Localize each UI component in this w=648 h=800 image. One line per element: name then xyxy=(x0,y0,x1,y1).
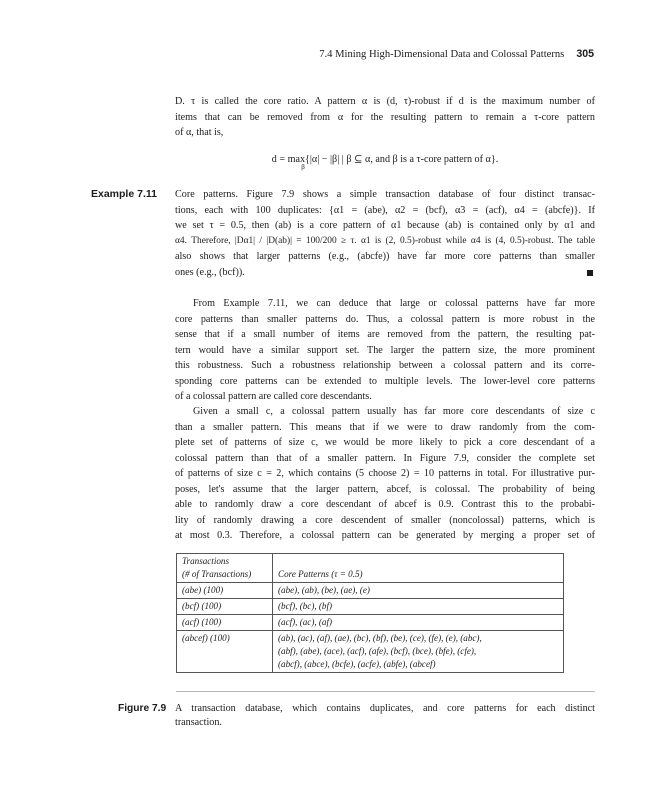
text-line: of patterns of size c = 2, which contains (5 choose 2) = 10 patterns in total. For illustrative pur- xyxy=(175,468,595,479)
text-line: plete set of patterns of size c, we would be more likely to pick a core descendant of a xyxy=(175,437,595,448)
core-patterns-cell: (abe), (ab), (be), (ae), (e) xyxy=(273,583,564,599)
header-cell xyxy=(177,554,273,583)
text-line: of α, that is, xyxy=(175,127,224,138)
transaction-cell: (abcef) (100) xyxy=(177,631,273,673)
page-number: 305 xyxy=(576,48,594,60)
text-line: of a colossal pattern are called core descendants. xyxy=(175,391,372,402)
text-line: D. τ is called the core ratio. A pattern α is (d, τ)-robust if d is the maximum number of xyxy=(175,96,595,107)
equation-text: d = max{|α| − |β| | β ⊆ α, and β is a τ-core pattern of α}. xyxy=(271,154,499,165)
figure-divider xyxy=(176,691,595,692)
text-line: sense that if a small number of items are removed from the pattern, the resulting pat- xyxy=(175,329,595,340)
header-cell xyxy=(273,554,564,583)
text-line: sponding core patterns can be extended to multiple levels. The lower-level core patterns xyxy=(175,375,595,387)
transaction-cell: (bcf) (100) xyxy=(177,599,273,615)
header-text: Core Patterns (τ = 0.5) xyxy=(278,569,363,579)
table-row xyxy=(177,599,564,615)
figure-caption xyxy=(175,702,595,730)
transaction-cell: (acf) (100) xyxy=(177,615,273,631)
pattern-line: (abcf), (abce), (bcfe), (acfe), (abfe), (abcef) xyxy=(278,659,436,669)
core-patterns-cell: (acf), (ac), (af) xyxy=(273,615,564,631)
pattern-line: (ab), (ac), (af), (ae), (bc), (bf), (be), (ce), (fe), (e), (abc), xyxy=(278,633,482,643)
text-line: poses, let's assume that the larger pattern, abcef, is colossal. The probability of being xyxy=(175,483,595,495)
transaction-cell: (abe) (100) xyxy=(177,583,273,599)
text-line: Core patterns. Figure 7.9 shows a simple transaction database of four distinct transac- xyxy=(175,189,595,200)
text-line: also shows that larger patterns (e.g., (abcfe)) have far more core patterns than smaller xyxy=(175,251,595,262)
core-patterns-cell xyxy=(273,631,564,673)
table-row xyxy=(177,583,564,599)
definition-paragraph xyxy=(175,94,595,141)
core-patterns-cell: (bcf), (bc), (bf) xyxy=(273,599,564,615)
text-line: core patterns than smaller patterns do. Thus, a colossal pattern is more robust in the xyxy=(175,313,595,325)
equation-subscript: β xyxy=(301,163,305,171)
text-line: able to randomly draw a core descendant of abcef is 0.9. Contrast this to the probabi- xyxy=(175,499,595,510)
end-of-example-mark xyxy=(587,270,593,276)
header-text: (# of Transactions) xyxy=(182,569,252,579)
text-line: at most 0.3. Therefore, a colossal pattern can be generated by merging a proper set of xyxy=(175,530,595,541)
robustness-equation xyxy=(175,154,595,176)
text-line: α4. Therefore, |Dα1| / |D(ab)| = 100/200 ≥ τ. α1 is (2, 0.5)-robust while α4 is (4, 0.5)-robust. The table xyxy=(175,235,595,246)
caption-line: A transaction database, which contains duplicates, and core patterns for each distinct xyxy=(175,703,595,714)
figure-label: Figure 7.9 xyxy=(118,703,167,714)
text-line: this robustness. Such a robustness relationship between a colossal pattern and its corre- xyxy=(175,360,595,371)
transaction-table xyxy=(176,553,564,673)
caption-line: transaction. xyxy=(175,717,222,728)
example-label: Example 7.11 xyxy=(91,188,157,200)
text-line: From Example 7.11, we can deduce that large or colossal patterns have far more xyxy=(193,298,595,309)
text-line: ones (e.g., (bcf)). xyxy=(175,266,245,278)
example-paragraph xyxy=(175,187,595,280)
text-line: lity of randomly drawing a core descendent of smaller (noncolossal) patterns, which is xyxy=(175,514,595,526)
text-line: tions, each with 100 duplicates: {α1 = (abe), α2 = (bcf), α3 = (acf), α4 = (abcfe)}. If xyxy=(175,204,595,216)
pattern-line: (abf), (abe), (ace), (acf), (afe), (bcf), (bce), (bfe), (cfe), xyxy=(278,646,477,656)
section-title: 7.4 Mining High-Dimensional Data and Colossal Patterns xyxy=(319,49,565,60)
table-header-row xyxy=(177,554,564,583)
text-line: than a smaller pattern. This means that if we were to draw randomly from the com- xyxy=(175,421,595,433)
text-line: we set τ = 0.5, then (ab) is a core pattern of α1 because (ab) is contained only by α1 and xyxy=(175,220,595,231)
running-header xyxy=(0,48,594,60)
text-line: colossal pattern than that of a smaller pattern. In Figure 7.9, consider the complete set xyxy=(175,452,595,464)
body-paragraph-1 xyxy=(175,296,595,405)
text-line: Given a small c, a colossal pattern usually has far more core descendants of size c xyxy=(193,406,595,417)
text-line: items that can be removed from α for the resulting pattern to remain a τ-core pattern xyxy=(175,111,595,123)
table-row xyxy=(177,615,564,631)
table-row xyxy=(177,631,564,673)
header-text: Transactions xyxy=(182,556,229,566)
text-line: tern would have a similar support set. The larger the pattern size, the more prominent xyxy=(175,344,595,356)
body-paragraph-2 xyxy=(175,404,595,544)
